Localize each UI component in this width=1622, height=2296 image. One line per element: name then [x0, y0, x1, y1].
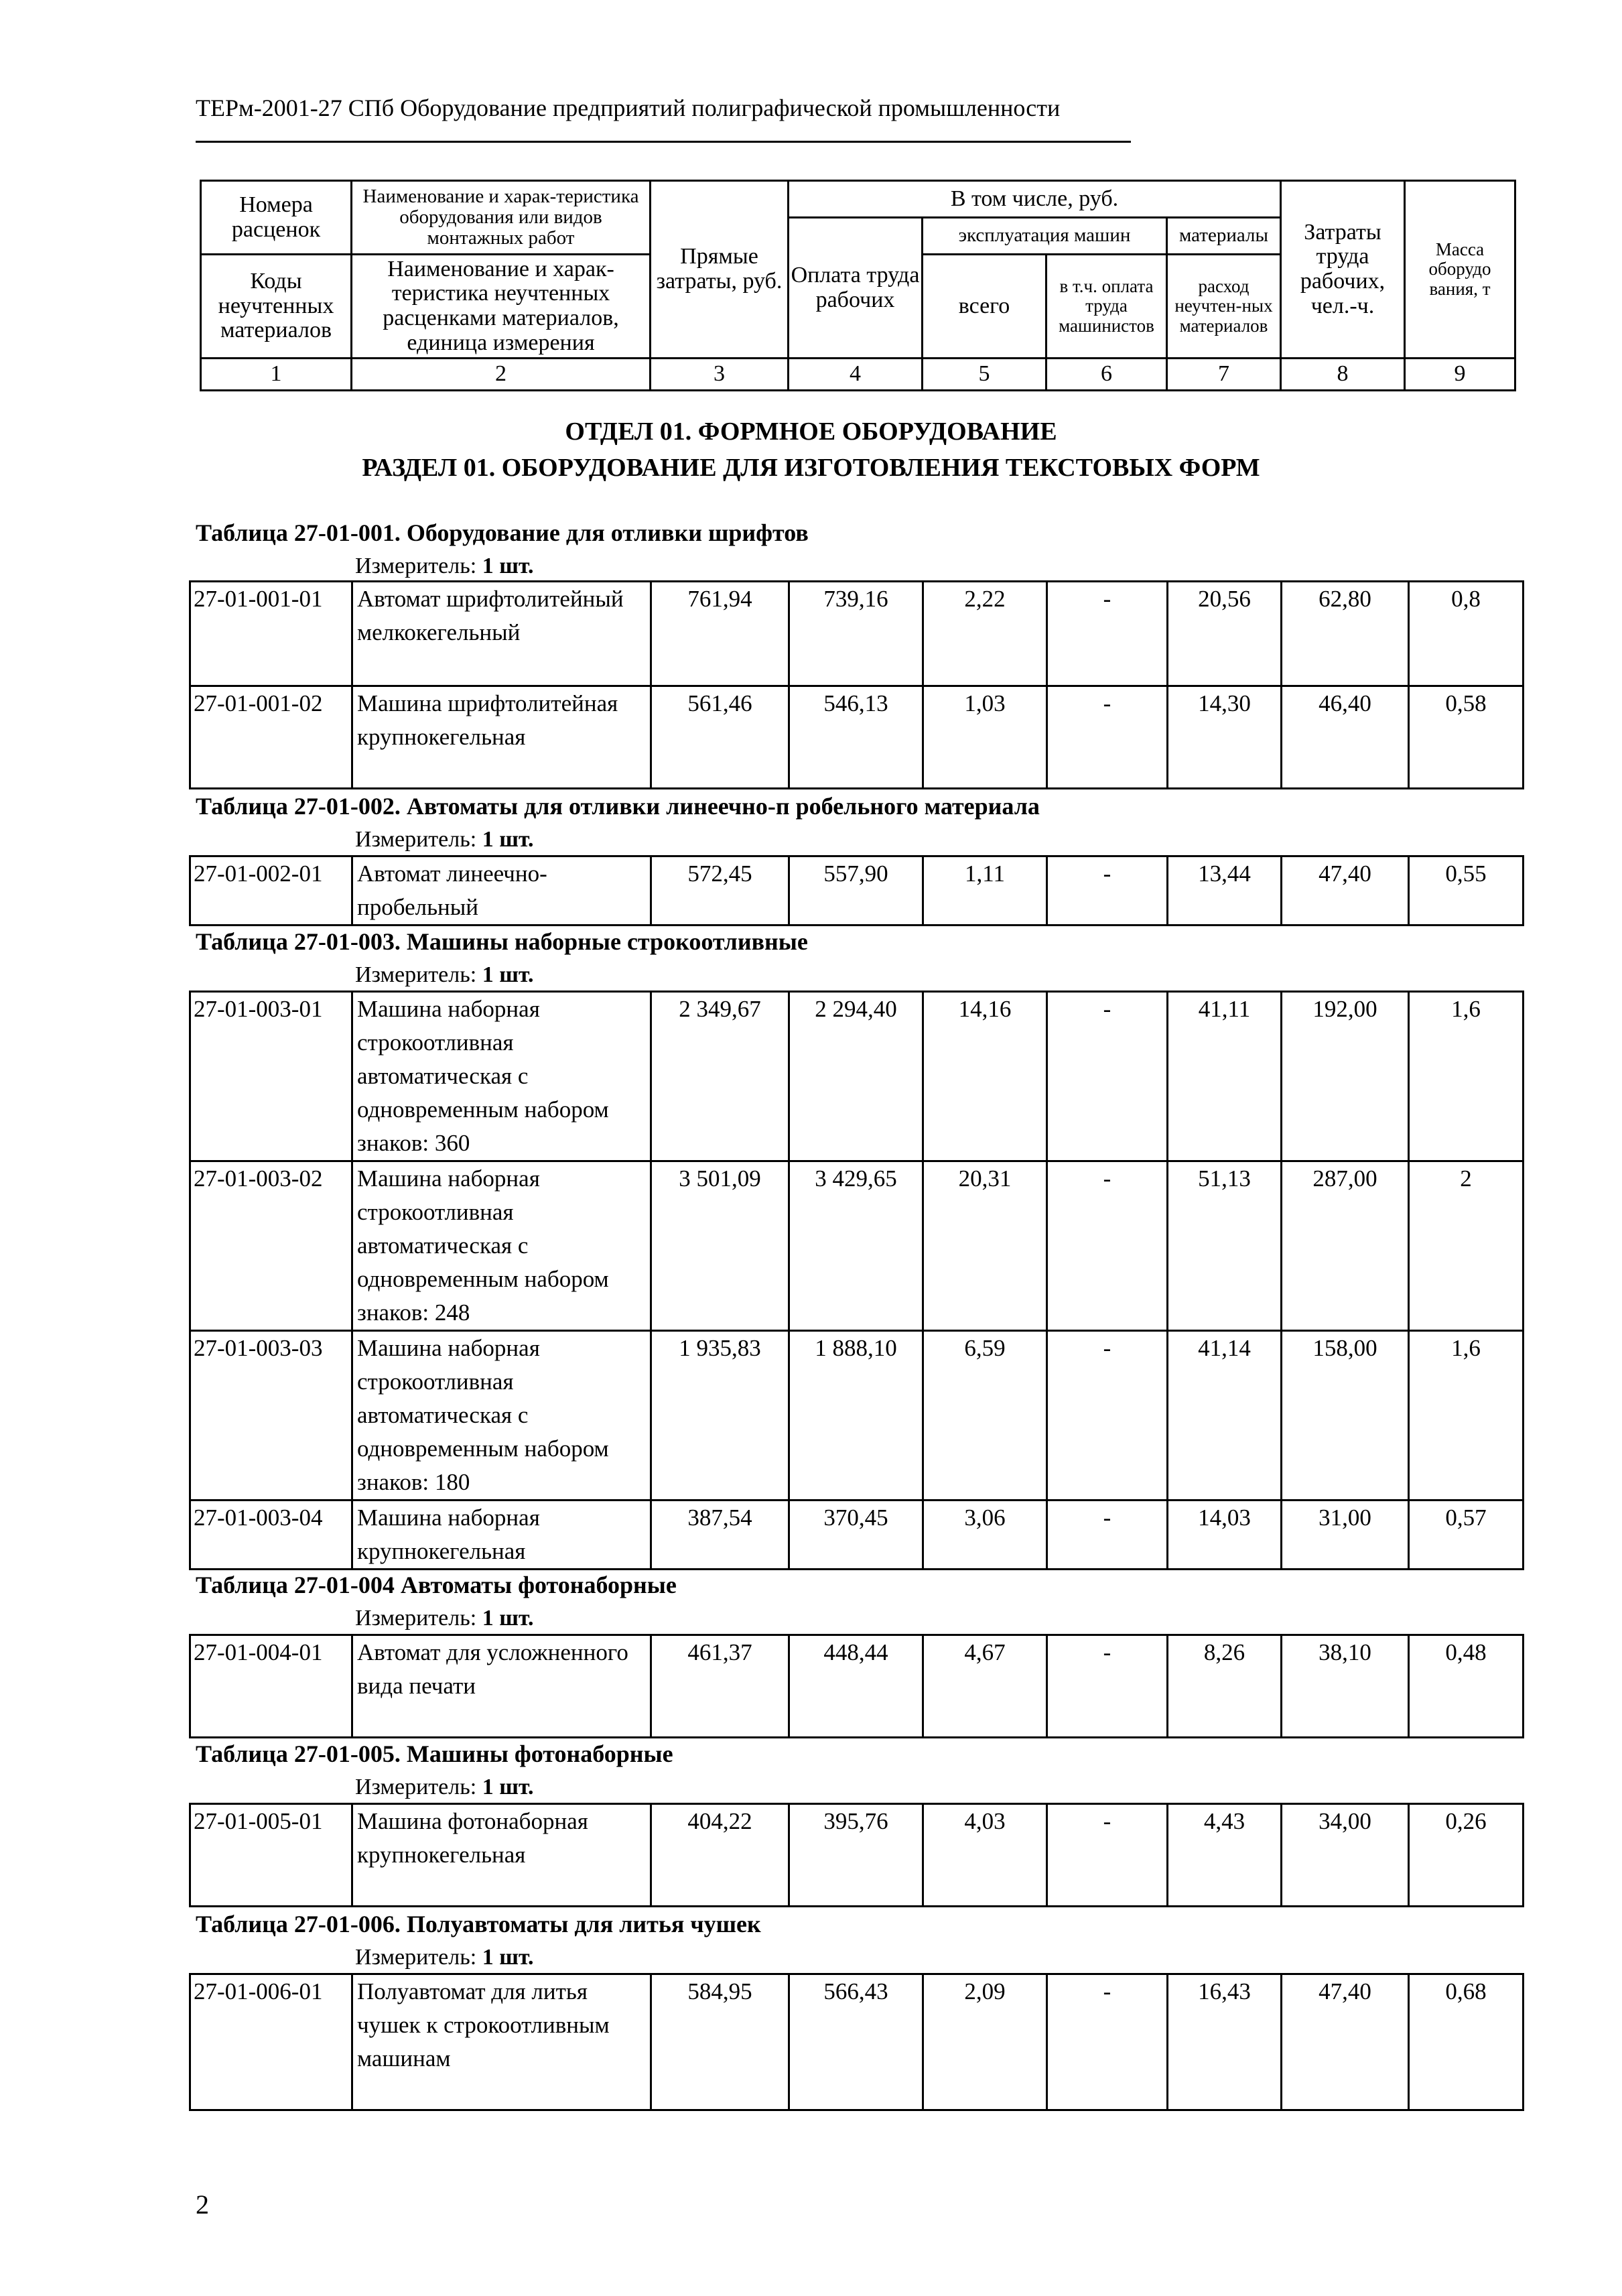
col-number: 7	[1167, 359, 1281, 391]
direct-costs: 3 501,09	[651, 1161, 789, 1331]
machinist-pay: -	[1047, 1161, 1168, 1331]
labor-hours: 46,40	[1282, 686, 1409, 789]
worker-pay: 448,44	[789, 1635, 923, 1738]
unit-line	[355, 554, 534, 579]
unit-value: 1 шт.	[482, 1606, 534, 1631]
table-title: Таблица 27-01-006. Полуавтоматы для литья чушек	[196, 1911, 761, 1937]
section-heading-otdel: ОТДЕЛ 01. ФОРМНОЕ ОБОРУДОВАНИЕ	[565, 418, 1057, 446]
unit-value: 1 шт.	[482, 1775, 534, 1799]
direct-costs: 584,95	[651, 1974, 789, 2110]
materials: 13,44	[1168, 856, 1282, 926]
section-heading-razdel: РАЗДЕЛ 01. ОБОРУДОВАНИЕ ДЛЯ ИЗГОТОВЛЕНИЯ ТЕКСТОВЫХ ФОРМ	[362, 454, 1260, 482]
direct-costs: 404,22	[651, 1804, 789, 1907]
rate-code: 27-01-003-01	[190, 992, 352, 1161]
materials: 4,43	[1168, 1804, 1282, 1907]
machines-total: 2,22	[923, 582, 1047, 686]
machines-total: 4,03	[923, 1804, 1047, 1907]
rates-table	[189, 1803, 1524, 1907]
worker-pay: 395,76	[789, 1804, 923, 1907]
rate-code: 27-01-004-01	[190, 1635, 352, 1738]
machinist-pay: -	[1047, 582, 1168, 686]
machinist-pay: -	[1047, 1804, 1168, 1907]
rate-name: Машина наборная крупнокегельная	[352, 1501, 651, 1570]
machines-total: 20,31	[923, 1161, 1047, 1331]
table-row	[190, 1974, 1524, 2110]
equipment-mass: 2	[1409, 1161, 1524, 1331]
materials: 41,11	[1168, 992, 1282, 1161]
rate-code: 27-01-003-03	[190, 1331, 352, 1501]
direct-costs: 561,46	[651, 686, 789, 789]
materials: 14,03	[1168, 1501, 1282, 1570]
table-row	[190, 1161, 1524, 1331]
col-work-name: Наименование и харак-теристика оборудования или видов монтажных работ	[352, 181, 651, 255]
running-head: ТЕРм-2001-27 СПб Оборудование предприятий полиграфической промышленности	[196, 94, 1061, 121]
col-worker-pay: Оплата труда рабочих	[789, 218, 923, 359]
unit-label: Измеритель:	[355, 1606, 477, 1631]
unit-label: Измеритель:	[355, 1945, 477, 1970]
col-labor-hours: Затраты труда рабочих, чел.-ч.	[1281, 181, 1405, 359]
rate-name: Машина фотонаборная крупнокегельная	[352, 1804, 651, 1907]
direct-costs: 387,54	[651, 1501, 789, 1570]
col-rate-numbers: Номера расценок	[201, 181, 352, 255]
table-title: Таблица 27-01-001. Оборудование для отливки шрифтов	[196, 519, 809, 546]
rate-name: Автомат линеечно-пробельный	[352, 856, 651, 926]
worker-pay: 370,45	[789, 1501, 923, 1570]
col-number: 6	[1046, 359, 1167, 391]
page-number: 2	[196, 2189, 209, 2220]
table-row	[190, 1635, 1524, 1738]
worker-pay: 2 294,40	[789, 992, 923, 1161]
materials: 16,43	[1168, 1974, 1282, 2110]
worker-pay: 3 429,65	[789, 1161, 923, 1331]
rate-name: Полуавтомат для литья чушек к строкоотливным машинам	[352, 1974, 651, 2110]
equipment-mass: 0,68	[1409, 1974, 1524, 2110]
unit-line	[355, 1606, 534, 1631]
table-row	[190, 1501, 1524, 1570]
machinist-pay: -	[1047, 1635, 1168, 1738]
col-number: 8	[1281, 359, 1405, 391]
machines-total: 4,67	[923, 1635, 1047, 1738]
rate-code: 27-01-001-01	[190, 582, 352, 686]
direct-costs: 1 935,83	[651, 1331, 789, 1501]
machines-total: 1,11	[923, 856, 1047, 926]
equipment-mass: 0,26	[1409, 1804, 1524, 1907]
rate-code: 27-01-003-04	[190, 1501, 352, 1570]
machines-total: 3,06	[923, 1501, 1047, 1570]
col-direct-costs: Прямые затраты, руб.	[651, 181, 789, 359]
rate-name: Машина наборная строкоотливная автоматическая с одновременным набором знаков: 248	[352, 1161, 651, 1331]
rate-code: 27-01-001-02	[190, 686, 352, 789]
materials: 41,14	[1168, 1331, 1282, 1501]
table-title: Таблица 27-01-004 Автоматы фотонаборные	[196, 1572, 677, 1598]
materials: 51,13	[1168, 1161, 1282, 1331]
table-row	[190, 686, 1524, 789]
materials: 20,56	[1168, 582, 1282, 686]
header-rule	[196, 141, 1131, 143]
labor-hours: 287,00	[1282, 1161, 1409, 1331]
col-material-consumption: расход неучтен-ных материалов	[1167, 255, 1281, 359]
unit-label: Измеритель:	[355, 1775, 477, 1799]
unit-label: Измеритель:	[355, 827, 477, 852]
rate-code: 27-01-003-02	[190, 1161, 352, 1331]
col-machines-total: всего	[923, 255, 1046, 359]
rate-name: Машина шрифтолитейная крупнокегельная	[352, 686, 651, 789]
machines-total: 14,16	[923, 992, 1047, 1161]
direct-costs: 2 349,67	[651, 992, 789, 1161]
worker-pay: 546,13	[789, 686, 923, 789]
unit-label: Измеритель:	[355, 962, 477, 987]
col-number: 3	[651, 359, 789, 391]
table-title: Таблица 27-01-002. Автоматы для отливки линеечно-п робельного материала	[196, 793, 1040, 820]
machines-total: 2,09	[923, 1974, 1047, 2110]
col-unaccounted-codes: Коды неучтенных материалов	[201, 255, 352, 359]
col-materials: материалы	[1167, 218, 1281, 255]
equipment-mass: 0,8	[1409, 582, 1524, 686]
labor-hours: 47,40	[1282, 856, 1409, 926]
machinist-pay: -	[1047, 1501, 1168, 1570]
unit-line	[355, 962, 534, 988]
labor-hours: 34,00	[1282, 1804, 1409, 1907]
rates-table	[189, 1634, 1524, 1738]
col-unaccounted-materials: Наименование и харак-теристика неучтенных расценками материалов, единица измерения	[352, 255, 651, 359]
direct-costs: 761,94	[651, 582, 789, 686]
machines-total: 1,03	[923, 686, 1047, 789]
unit-line	[355, 1945, 534, 1970]
rate-name: Автомат для усложненного вида печати	[352, 1635, 651, 1738]
equipment-mass: 1,6	[1409, 1331, 1524, 1501]
machinist-pay: -	[1047, 1974, 1168, 2110]
table-row	[190, 992, 1524, 1161]
materials: 8,26	[1168, 1635, 1282, 1738]
col-number: 1	[201, 359, 352, 391]
equipment-mass: 1,6	[1409, 992, 1524, 1161]
rate-name: Машина наборная строкоотливная автоматическая с одновременным набором знаков: 360	[352, 992, 651, 1161]
table-title: Таблица 27-01-003. Машины наборные строкоотливные	[196, 928, 808, 955]
unit-line	[355, 827, 534, 852]
direct-costs: 461,37	[651, 1635, 789, 1738]
rates-table	[189, 1973, 1524, 2111]
machinist-pay: -	[1047, 992, 1168, 1161]
equipment-mass: 0,55	[1409, 856, 1524, 926]
unit-value: 1 шт.	[482, 554, 534, 578]
labor-hours: 62,80	[1282, 582, 1409, 686]
rate-code: 27-01-002-01	[190, 856, 352, 926]
col-number: 5	[923, 359, 1046, 391]
unit-line	[355, 1775, 534, 1800]
equipment-mass: 0,48	[1409, 1635, 1524, 1738]
direct-costs: 572,45	[651, 856, 789, 926]
rate-code: 27-01-005-01	[190, 1804, 352, 1907]
table-row	[190, 1331, 1524, 1501]
machines-total: 6,59	[923, 1331, 1047, 1501]
table-row	[190, 856, 1524, 926]
labor-hours: 31,00	[1282, 1501, 1409, 1570]
rate-name: Машина наборная строкоотливная автоматическая с одновременным набором знаков: 180	[352, 1331, 651, 1501]
unit-value: 1 шт.	[482, 1945, 534, 1970]
col-machinist-pay: в т.ч. оплата труда машинистов	[1046, 255, 1167, 359]
materials: 14,30	[1168, 686, 1282, 789]
table-row	[190, 1804, 1524, 1907]
labor-hours: 158,00	[1282, 1331, 1409, 1501]
col-machine-operation: эксплуатация машин	[923, 218, 1167, 255]
unit-label: Измеритель:	[355, 554, 477, 578]
equipment-mass: 0,57	[1409, 1501, 1524, 1570]
rates-table	[189, 855, 1524, 926]
equipment-mass: 0,58	[1409, 686, 1524, 789]
labor-hours: 38,10	[1282, 1635, 1409, 1738]
rates-table	[189, 991, 1524, 1570]
unit-value: 1 шт.	[482, 962, 534, 987]
column-header-table	[200, 180, 1516, 391]
rates-table	[189, 580, 1524, 789]
table-title: Таблица 27-01-005. Машины фотонаборные	[196, 1740, 673, 1767]
worker-pay: 1 888,10	[789, 1331, 923, 1501]
col-number: 2	[352, 359, 651, 391]
col-including: В том числе, руб.	[789, 181, 1281, 218]
rate-name: Автомат шрифтолитейный мелкокегельный	[352, 582, 651, 686]
machinist-pay: -	[1047, 1331, 1168, 1501]
labor-hours: 47,40	[1282, 1974, 1409, 2110]
unit-value: 1 шт.	[482, 827, 534, 852]
worker-pay: 557,90	[789, 856, 923, 926]
rate-code: 27-01-006-01	[190, 1974, 352, 2110]
col-number: 9	[1405, 359, 1515, 391]
col-number: 4	[789, 359, 923, 391]
table-row	[190, 582, 1524, 686]
worker-pay: 739,16	[789, 582, 923, 686]
worker-pay: 566,43	[789, 1974, 923, 2110]
col-equipment-mass: Масса оборудо вания, т	[1405, 181, 1515, 359]
labor-hours: 192,00	[1282, 992, 1409, 1161]
machinist-pay: -	[1047, 856, 1168, 926]
machinist-pay: -	[1047, 686, 1168, 789]
